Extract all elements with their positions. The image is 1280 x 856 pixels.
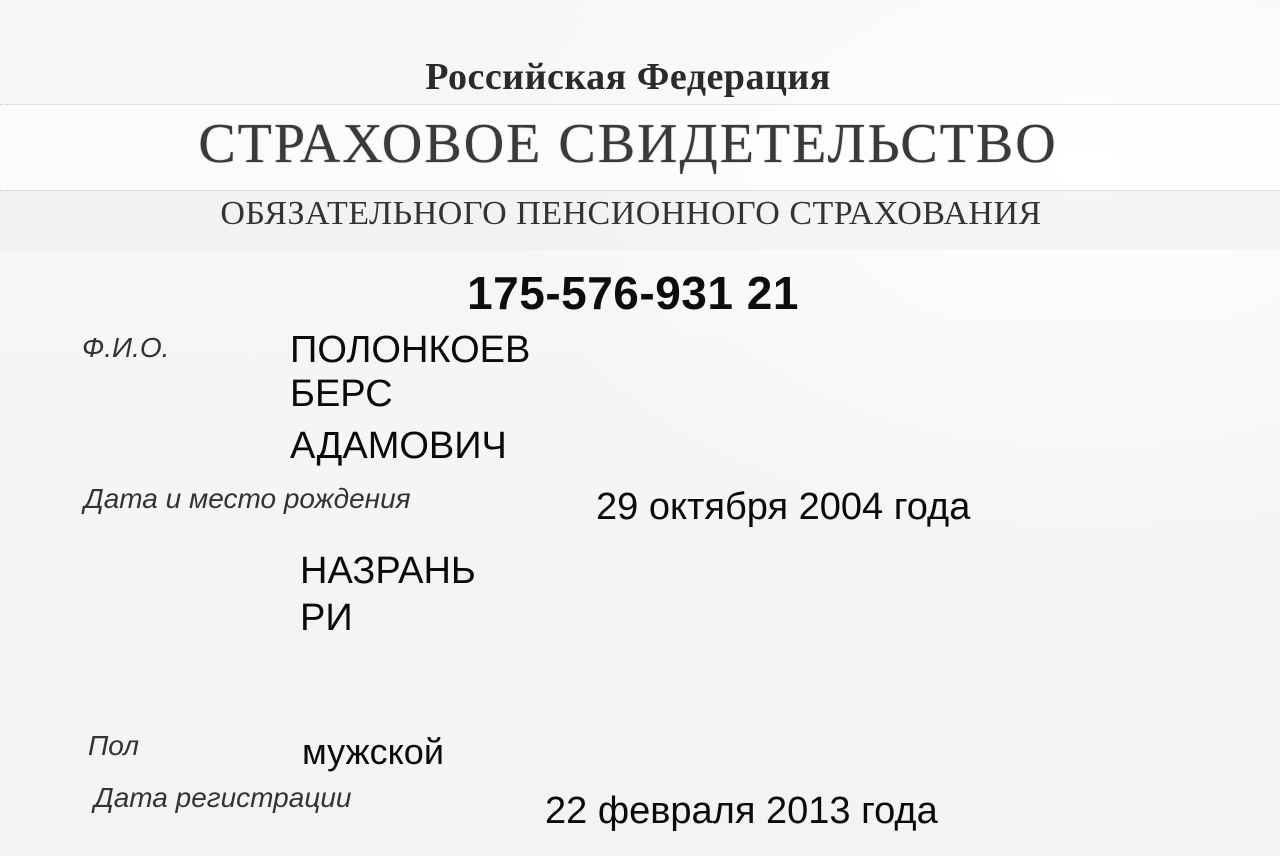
fio-label: Ф.И.О. <box>82 332 170 363</box>
document-title: СТРАХОВОЕ СВИДЕТЕЛЬСТВО <box>198 113 1058 175</box>
insurance-number: 175-576-931 21 <box>467 267 799 319</box>
scan-line <box>0 190 1280 191</box>
scan-line <box>0 104 1280 105</box>
registration-date-value: 22 февраля 2013 года <box>545 790 938 832</box>
birth-place-line1: НАЗРАНЬ <box>300 550 476 592</box>
surname-value: ПОЛОНКОЕВ <box>290 329 531 371</box>
country-heading: Российская Федерация <box>425 56 831 98</box>
sex-value: мужской <box>302 731 444 772</box>
first-name-value: БЕРС <box>290 373 393 415</box>
birth-place-line2: РИ <box>300 597 353 639</box>
registration-label: Дата регистрации <box>94 782 352 813</box>
document-subtitle: ОБЯЗАТЕЛЬНОГО ПЕНСИОННОГО СТРАХОВАНИЯ <box>220 195 1042 232</box>
sex-label: Пол <box>88 730 140 761</box>
patronymic-value: АДАМОВИЧ <box>290 425 507 467</box>
birth-date-value: 29 октября 2004 года <box>596 486 971 528</box>
birth-label: Дата и место рождения <box>84 483 411 514</box>
